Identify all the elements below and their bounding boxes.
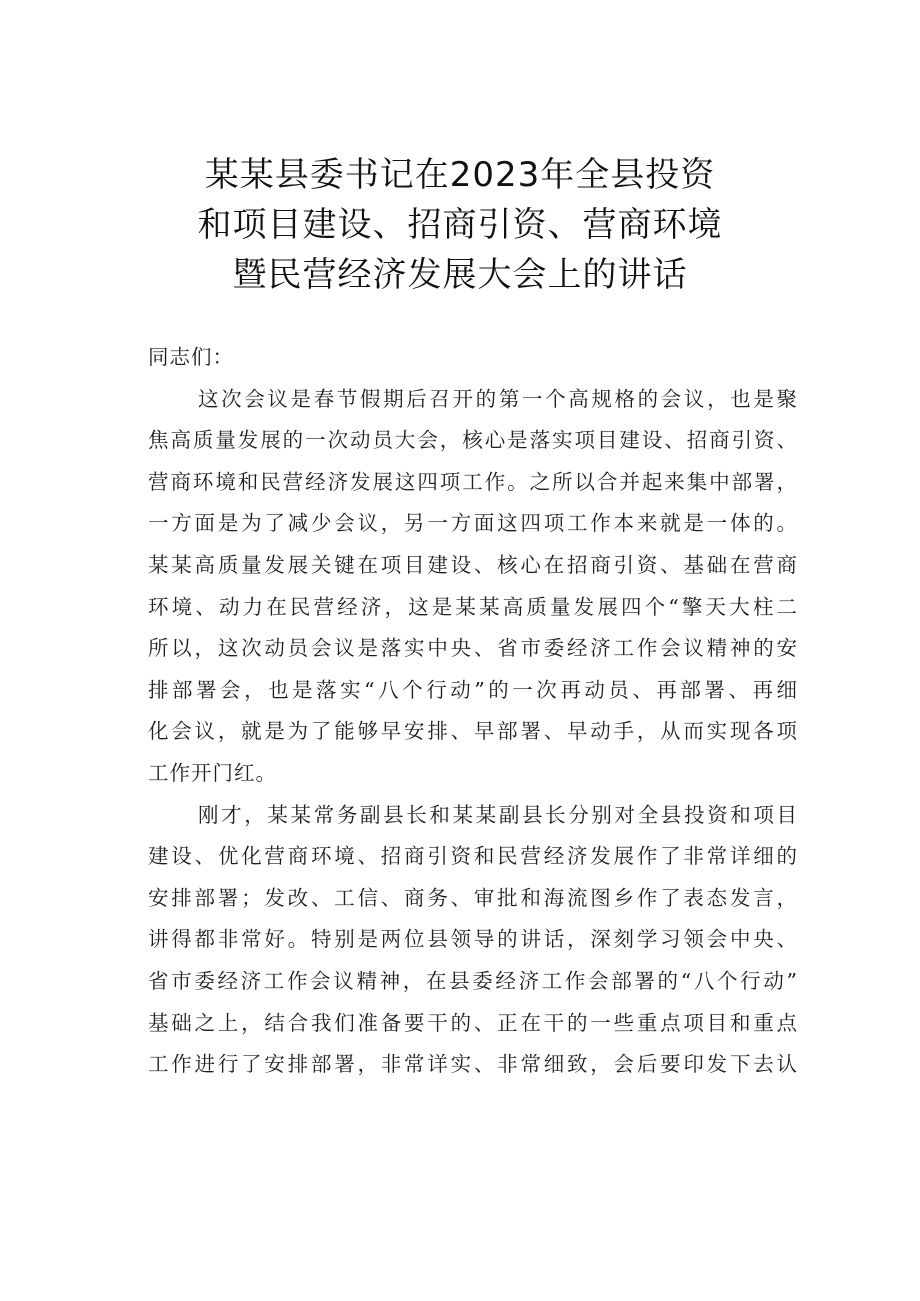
paragraph-line: 化会议，就是为了能够早安排、早部署、早动手，从而实现各项 xyxy=(148,719,798,744)
paragraph-line: 所以，这次动员会议是落实中央、省市委经济工作会议精神的安 xyxy=(148,636,798,661)
title-line: 某某县委书记在2023年全县投资 xyxy=(204,155,716,195)
paragraph-line: 营商环境和民营经济发展这四项工作。之所以合并起来集中部署， xyxy=(148,469,798,494)
title-line: 暨民营经济发展大会上的讲话 xyxy=(232,255,688,295)
paragraph-line: 基础之上，结合我们准备要干的、正在干的一些重点项目和重点 xyxy=(148,1010,798,1035)
paragraph-line: 安排部署；发改、工信、商务、审批和海流图乡作了表态发言， xyxy=(148,885,798,910)
paragraph-line: 讲得都非常好。特别是两位县领导的讲话，深刻学习领会中央、 xyxy=(148,927,798,952)
paragraph-line: 建设、优化营商环境、招商引资和民营经济发展作了非常详细的 xyxy=(148,844,798,869)
greeting: 同志们： xyxy=(148,345,234,369)
document-body xyxy=(148,337,798,1086)
paragraph-line: 某某高质量发展关键在项目建设、核心在招商引资、基础在营商 xyxy=(148,552,798,577)
paragraph-2 xyxy=(148,795,798,1086)
paragraph-line: 工作开门红。 xyxy=(148,760,277,785)
paragraph-line: 省市委经济工作会议精神，在县委经济工作会部署的“八个行动” xyxy=(148,968,798,993)
paragraph-1 xyxy=(148,379,798,795)
paragraph-line: 刚才，某某常务副县长和某某副县长分别对全县投资和项目 xyxy=(198,802,798,827)
paragraph-line: 排部署会，也是落实“八个行动”的一次再动员、再部署、再细 xyxy=(148,677,798,702)
paragraph-line: 环境、动力在民营经济，这是某某高质量发展四个“擎天大柱二 xyxy=(148,594,798,619)
title-line: 和项目建设、招商引资、营商环境 xyxy=(197,205,723,245)
paragraph-line: 焦高质量发展的一次动员大会，核心是落实项目建设、招商引资、 xyxy=(148,428,798,453)
document-title xyxy=(0,150,920,300)
paragraph-line: 这次会议是春节假期后召开的第一个高规格的会议，也是聚 xyxy=(198,386,798,411)
paragraph-line: 工作进行了安排部署，非常详实、非常细致，会后要印发下去认 xyxy=(148,1052,798,1077)
paragraph-line: 一方面是为了减少会议，另一方面这四项工作本来就是一体的。 xyxy=(148,511,798,536)
